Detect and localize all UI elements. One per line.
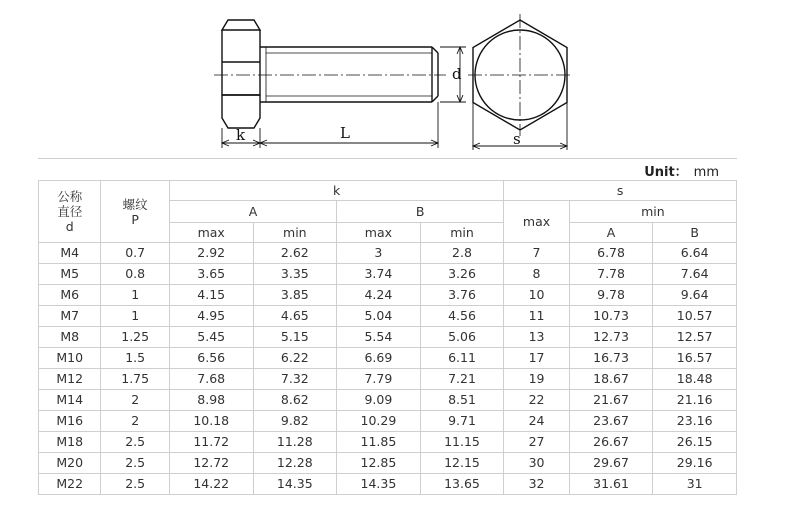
- table-cell: 11.15: [420, 432, 504, 453]
- table-cell: 7.21: [420, 369, 504, 390]
- label-L: L: [340, 124, 350, 142]
- table-cell: 6.69: [337, 348, 421, 369]
- table-cell: 6.78: [569, 243, 653, 264]
- table-cell: 29.67: [569, 453, 653, 474]
- table-cell: 4.65: [253, 306, 337, 327]
- table-row: [39, 411, 737, 432]
- table-cell: 4.15: [169, 285, 253, 306]
- label-d: d: [452, 65, 462, 83]
- header-thread-pitch: 螺纹 P: [101, 181, 169, 243]
- table-cell: 12.57: [653, 327, 737, 348]
- table-cell: 30: [504, 453, 569, 474]
- table-row: [39, 474, 737, 495]
- table-row: [39, 453, 737, 474]
- header-k: k: [169, 181, 503, 201]
- table-row: [39, 348, 737, 369]
- table-cell: 21.16: [653, 390, 737, 411]
- table-cell: 18.48: [653, 369, 737, 390]
- table-cell: 1.75: [101, 369, 169, 390]
- table-cell: 2: [101, 390, 169, 411]
- table-cell: 1: [101, 306, 169, 327]
- table-cell: 3.74: [337, 264, 421, 285]
- table-cell: 18.67: [569, 369, 653, 390]
- table-cell: 13.65: [420, 474, 504, 495]
- header-k-A-max: max: [169, 223, 253, 243]
- table-cell: 23.16: [653, 411, 737, 432]
- table-cell: 2.5: [101, 453, 169, 474]
- table-cell: 22: [504, 390, 569, 411]
- table-cell: 10.73: [569, 306, 653, 327]
- header-s-min-A: A: [569, 223, 653, 243]
- header-k-B-min: min: [420, 223, 504, 243]
- table-cell: M14: [39, 390, 101, 411]
- table-cell: 12.85: [337, 453, 421, 474]
- table-cell: 2.5: [101, 474, 169, 495]
- table-cell: 0.7: [101, 243, 169, 264]
- table-cell: 8.51: [420, 390, 504, 411]
- table-cell: 32: [504, 474, 569, 495]
- table-cell: 1: [101, 285, 169, 306]
- table-cell: 0.8: [101, 264, 169, 285]
- table-cell: 29.16: [653, 453, 737, 474]
- table-cell: 9.09: [337, 390, 421, 411]
- table-cell: 9.78: [569, 285, 653, 306]
- table-cell: 7.68: [169, 369, 253, 390]
- bolt-shank: [260, 47, 438, 102]
- table-cell: 7.64: [653, 264, 737, 285]
- table-cell: 16.57: [653, 348, 737, 369]
- table-row: [39, 327, 737, 348]
- header-s: s: [504, 181, 737, 201]
- header-k-B-max: max: [337, 223, 421, 243]
- table-cell: 6.56: [169, 348, 253, 369]
- table-cell: M10: [39, 348, 101, 369]
- bolt-drawing: [0, 0, 800, 160]
- table-row: [39, 306, 737, 327]
- bolt-head-side: [222, 20, 260, 128]
- table-cell: 9.71: [420, 411, 504, 432]
- table-cell: 1.5: [101, 348, 169, 369]
- table-row: [39, 264, 737, 285]
- table-cell: 26.67: [569, 432, 653, 453]
- dimension-k-L: [222, 102, 438, 148]
- table-cell: 31: [653, 474, 737, 495]
- table-cell: 10.18: [169, 411, 253, 432]
- table-cell: 2.62: [253, 243, 337, 264]
- header-s-min-B: B: [653, 223, 737, 243]
- table-cell: 5.15: [253, 327, 337, 348]
- table-cell: 5.54: [337, 327, 421, 348]
- table-cell: 7: [504, 243, 569, 264]
- table-cell: 19: [504, 369, 569, 390]
- table-cell: M8: [39, 327, 101, 348]
- table-cell: 26.15: [653, 432, 737, 453]
- table-cell: 2: [101, 411, 169, 432]
- table-cell: 8.98: [169, 390, 253, 411]
- table-cell: 5.45: [169, 327, 253, 348]
- table-cell: 31.61: [569, 474, 653, 495]
- table-cell: M7: [39, 306, 101, 327]
- table-cell: 11: [504, 306, 569, 327]
- table-cell: 10: [504, 285, 569, 306]
- table-cell: 10.29: [337, 411, 421, 432]
- header-row-1: [39, 181, 737, 201]
- table-cell: 11.72: [169, 432, 253, 453]
- table-cell: 12.28: [253, 453, 337, 474]
- table-cell: 14.22: [169, 474, 253, 495]
- table-cell: 5.06: [420, 327, 504, 348]
- table-cell: 2.92: [169, 243, 253, 264]
- table-cell: 11.28: [253, 432, 337, 453]
- header-s-max: max: [504, 201, 569, 243]
- unit-note: [644, 161, 719, 180]
- table-cell: 23.67: [569, 411, 653, 432]
- label-s: s: [513, 130, 521, 148]
- table-cell: 14.35: [337, 474, 421, 495]
- bolt-spec-table: [38, 180, 737, 495]
- table-cell: 3.35: [253, 264, 337, 285]
- table-cell: 10.57: [653, 306, 737, 327]
- table-cell: 1.25: [101, 327, 169, 348]
- table-cell: 12.72: [169, 453, 253, 474]
- table-row: [39, 390, 737, 411]
- header-s-min: min: [569, 201, 736, 223]
- table-cell: 8.62: [253, 390, 337, 411]
- table-cell: 16.73: [569, 348, 653, 369]
- table-cell: 3.65: [169, 264, 253, 285]
- table-cell: 3.26: [420, 264, 504, 285]
- table-cell: 6.22: [253, 348, 337, 369]
- table-cell: 3.85: [253, 285, 337, 306]
- table-cell: 12.73: [569, 327, 653, 348]
- table-cell: 8: [504, 264, 569, 285]
- table-cell: 13: [504, 327, 569, 348]
- unit-label: Unit：: [644, 165, 688, 180]
- table-cell: M20: [39, 453, 101, 474]
- header-k-A-min: min: [253, 223, 337, 243]
- unit-value: mm: [693, 165, 719, 180]
- table-cell: 27: [504, 432, 569, 453]
- table-cell: 21.67: [569, 390, 653, 411]
- table-cell: 24: [504, 411, 569, 432]
- bolt-head-front: [468, 14, 572, 136]
- table-row: [39, 369, 737, 390]
- table-cell: 12.15: [420, 453, 504, 474]
- table-row: [39, 432, 737, 453]
- table-cell: 6.64: [653, 243, 737, 264]
- table-cell: 14.35: [253, 474, 337, 495]
- table-cell: M4: [39, 243, 101, 264]
- table-cell: 11.85: [337, 432, 421, 453]
- table-cell: 4.95: [169, 306, 253, 327]
- table-cell: 7.78: [569, 264, 653, 285]
- table-cell: 6.11: [420, 348, 504, 369]
- table-cell: M18: [39, 432, 101, 453]
- unit-row: [38, 158, 737, 181]
- table-cell: 3: [337, 243, 421, 264]
- table-row: [39, 243, 737, 264]
- table-cell: 9.64: [653, 285, 737, 306]
- table-cell: 4.56: [420, 306, 504, 327]
- table-cell: 2.8: [420, 243, 504, 264]
- header-k-A: A: [169, 201, 336, 223]
- table-row: [39, 285, 737, 306]
- table-cell: 4.24: [337, 285, 421, 306]
- table-cell: 5.04: [337, 306, 421, 327]
- table-cell: 7.79: [337, 369, 421, 390]
- table-cell: 17: [504, 348, 569, 369]
- table-cell: 3.76: [420, 285, 504, 306]
- table-cell: M5: [39, 264, 101, 285]
- table-cell: 9.82: [253, 411, 337, 432]
- table-cell: 7.32: [253, 369, 337, 390]
- table-cell: M6: [39, 285, 101, 306]
- header-nominal-diameter: 公称 直径 d: [39, 181, 101, 243]
- header-k-B: B: [337, 201, 504, 223]
- table-cell: M22: [39, 474, 101, 495]
- table-cell: M12: [39, 369, 101, 390]
- table-cell: M16: [39, 411, 101, 432]
- label-k: k: [236, 126, 246, 144]
- table-cell: 2.5: [101, 432, 169, 453]
